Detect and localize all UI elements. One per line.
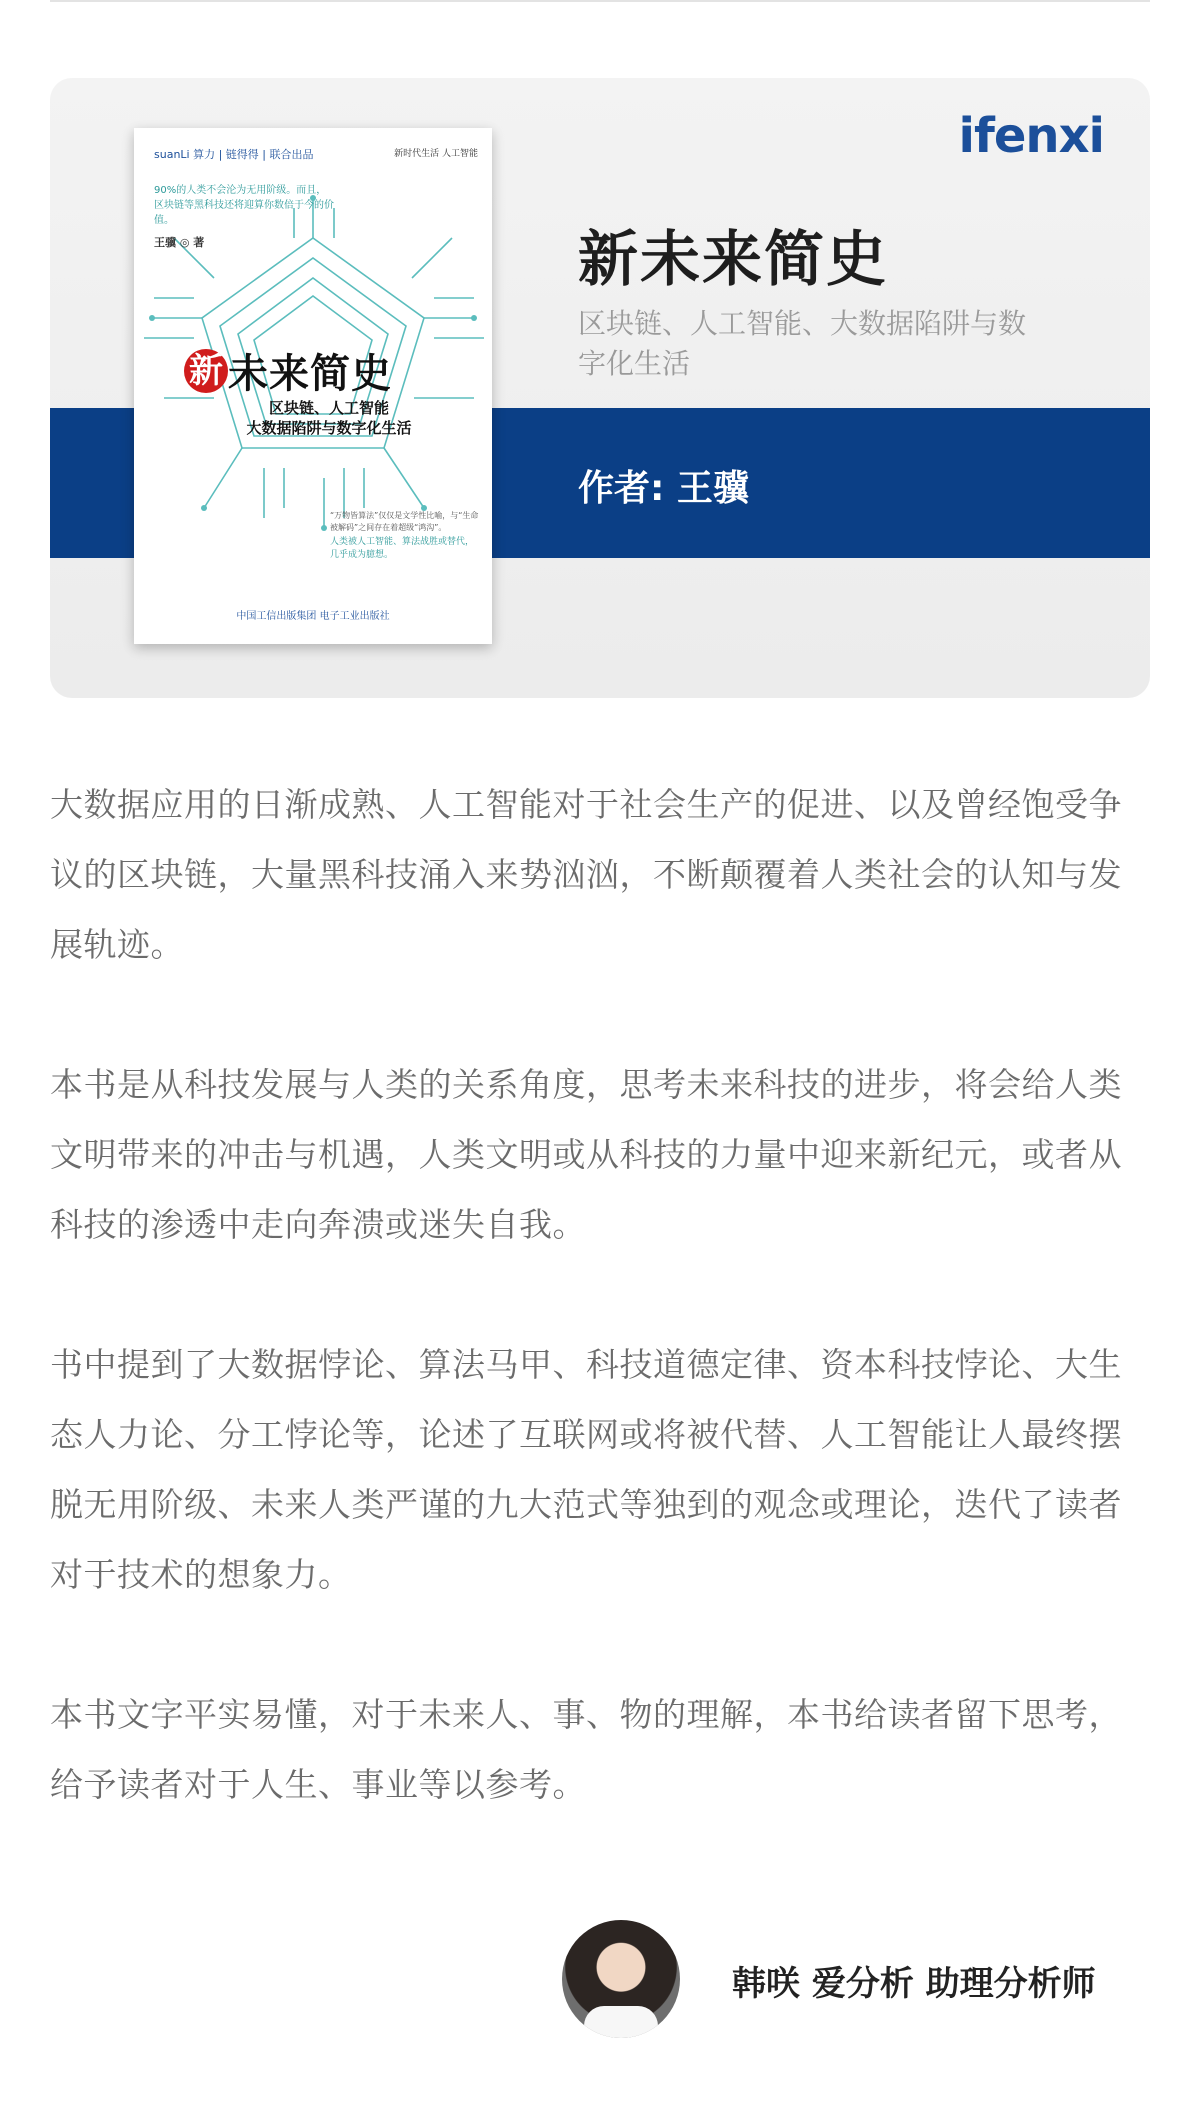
cover-blurb: “万物皆算法”仅仅是文学性比喻，与“生命被解码”之间存在着超级“鸿沟”。: [330, 511, 479, 532]
cover-publishers: suanLi 算力 | 链得得 | 联合出品: [154, 148, 314, 161]
cover-series: 新时代生活 人工智能: [394, 149, 478, 159]
article-paragraph: 本书是从科技发展与人类的关系角度，思考未来科技的进步，将会给人类文明带来的冲击与机遇，人类文明或从科技的力量中迎来新纪元，或者从科技的渗透中走向奔溃或迷失自我。: [50, 1065, 1122, 1244]
article-paragraph: 本书文字平实易懂，对于未来人、事、物的理解，本书给读者留下思考，给予读者对于人生、事业等以参考。: [50, 1695, 1122, 1804]
cover-subtitle-line1: 区块链、人工智能: [268, 399, 389, 417]
article-paragraph: 大数据应用的日渐成熟、人工智能对于社会生产的促进、以及曾经饱受争议的区块链，大量黑科技涌入来势汹汹，不断颠覆着人类社会的认知与发展轨迹。: [50, 785, 1122, 964]
ifenxi-logo[interactable]: [959, 108, 1104, 164]
cover-subtitle-line2: 大数据陷阱与数字化生活: [246, 419, 412, 437]
cover-title: 未来简史: [228, 351, 392, 397]
book-author: 作者: 王骥: [578, 468, 749, 509]
cover-tagline: 90%的人类不会沦为无用阶级。而且，区块链等黑科技还将迎算你数倍于今的价值。: [154, 185, 334, 226]
cover-author: 王骥 ◎ 著: [154, 236, 205, 249]
cover-new-badge: 新: [184, 349, 228, 393]
book-subtitle: 区块链、人工智能、大数据陷阱与数字化生活: [578, 307, 1027, 380]
book-cover-image: [134, 128, 492, 644]
reviewer-card: [562, 1920, 1150, 2040]
book-hero-card: [50, 78, 1150, 698]
cover-publisher-footer: 中国工信出版集团 电子工业出版社: [236, 611, 390, 622]
article-body: [50, 770, 1150, 1890]
book-title: 新未来简史: [578, 225, 888, 295]
cover-subtitle: [214, 398, 444, 438]
avatar-shirt: [584, 2006, 658, 2038]
cover-title-block: [184, 342, 464, 399]
top-divider: [50, 0, 1150, 2]
article-paragraph: 书中提到了大数据悖论、算法马甲、科技道德定律、资本科技悖论、大生态人力论、分工悖论等，论述了互联网或将被代替、人工智能让人最终摆脱无用阶级、未来人类严谨的九大范式等独到的观念或理论，迭代了读者对于技术的想象力。: [50, 1345, 1122, 1594]
reviewer-name: 韩咲 爱分析 助理分析师: [732, 1964, 1096, 2004]
avatar: [562, 1920, 680, 2038]
cover-blurb-highlight: 人类被人工智能、算法战胜或替代，几乎成为臆想。: [330, 537, 475, 560]
logo-text: ifenxi: [958, 108, 1104, 164]
